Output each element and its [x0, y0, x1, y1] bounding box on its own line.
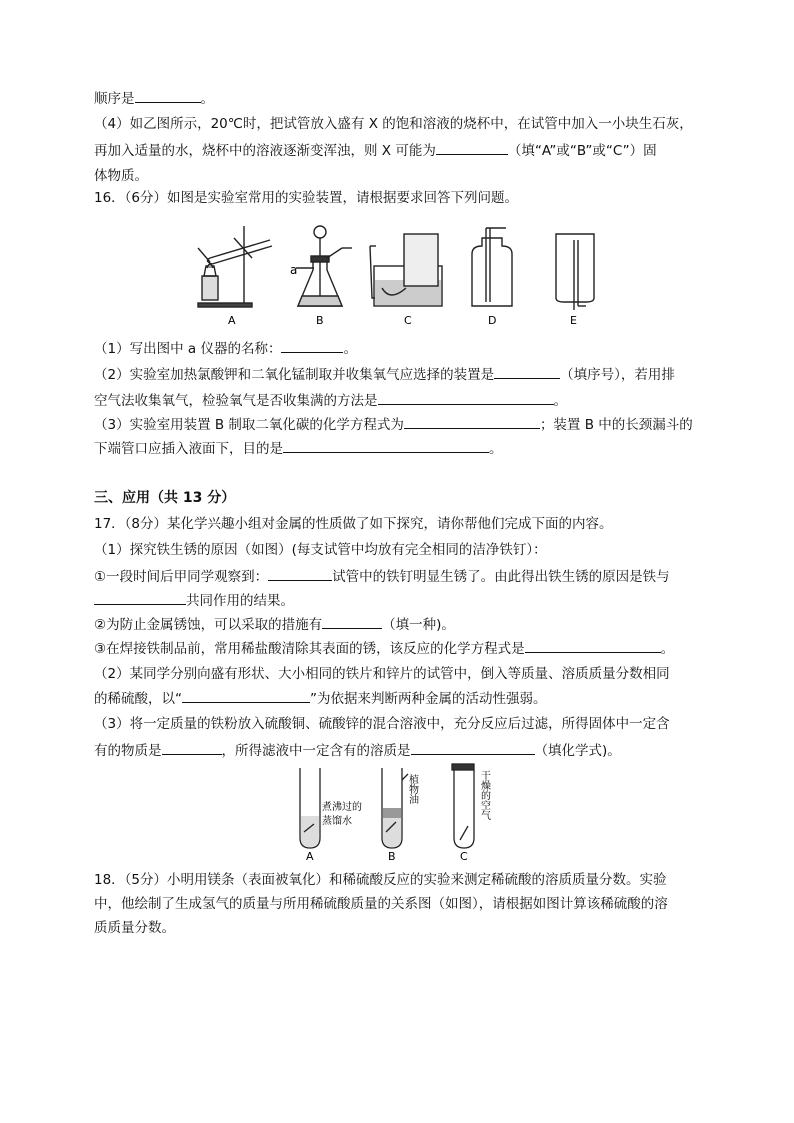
answer-blank[interactable]: [268, 566, 332, 581]
q16-part3-line2: [94, 438, 503, 459]
q16-part1: [94, 338, 357, 359]
q17-text: 。: [660, 641, 675, 657]
apparatus-a: [198, 226, 272, 307]
q16-text: 。: [343, 341, 357, 357]
fig-label-B: B: [316, 314, 324, 327]
q16-text: 下端管口应插入液面下，目的是: [94, 441, 283, 457]
q15-text: 。: [200, 91, 214, 107]
q17-part2-line2: [94, 688, 547, 709]
q17-text: ，所得滤液中一定含有的溶质是: [221, 743, 411, 759]
test-tube-a: [300, 768, 320, 848]
q16-text: （2）实验室加热氯酸钾和二氧化锰制取并收集氧气应选择的装置是: [94, 367, 495, 383]
q17-text: ③在焊接铁制品前，常用稀盐酸清除其表面的锈，该反应的化学方程式是: [94, 641, 525, 657]
q16-title: 16．（6分）如图是实验室常用的实验装置，请根据要求回答下列问题。: [94, 190, 519, 206]
q17-text: 共同作用的结果。: [186, 593, 294, 609]
q16-text: 空气法收集氧气，检验氧气是否收集满的方法是: [94, 393, 378, 409]
answer-blank[interactable]: [525, 638, 661, 653]
fig-label-B: B: [388, 850, 396, 863]
answer-blank[interactable]: [135, 88, 201, 103]
answer-blank[interactable]: [378, 390, 554, 405]
q17-text: （填化学式)。: [534, 743, 621, 759]
answer-blank[interactable]: [162, 740, 222, 755]
q17-text: ①一段时间后甲同学观察到：: [94, 569, 269, 585]
q18-line1: 18．（5分）小明用镁条（表面被氧化）和稀硫酸反应的实验来测定稀硫酸的溶质质量分数。实验: [94, 872, 667, 888]
fig-label-A: A: [228, 314, 236, 327]
q17-part2-line1: （2）某同学分别向盛有形状、大小相同的铁片和锌片的试管中，倒入等质量、溶质质量分数相同: [94, 666, 670, 682]
q16-text: （填序号），若用排: [560, 367, 675, 383]
q15-line0: [94, 88, 214, 109]
apparatus-d: [472, 228, 512, 306]
q15-line1: （4）如乙图所示，20℃时，把试管放入盛有 X 的饱和溶液的烧杯中，在试管中加入一小块生石灰，: [94, 116, 693, 132]
apparatus-b: [296, 226, 352, 306]
q17-sub1-line2: [94, 590, 294, 611]
q15-text: （填“A”或“B”或“C”）固: [507, 143, 657, 159]
answer-blank[interactable]: [436, 140, 508, 155]
q15-text: 再加入适量的水，烧杯中的溶液逐渐变浑浊，则 X 可能为: [94, 143, 436, 159]
q15-line2: [94, 140, 657, 161]
q17-test-tubes-figure: [290, 760, 500, 864]
test-tube-b: [382, 768, 408, 848]
answer-blank[interactable]: [283, 438, 489, 453]
fig-label-C: C: [404, 314, 412, 327]
q17-title: 17．（8分）某化学兴趣小组对金属的性质做了如下探究，请你帮他们完成下面的内容。: [94, 516, 613, 532]
answer-blank[interactable]: [281, 338, 343, 353]
answer-blank[interactable]: [322, 614, 382, 629]
fig-label-E: E: [570, 314, 577, 327]
fig-b-label: 植物油: [406, 774, 418, 804]
q18-line2: 中，他绘制了生成氢气的质量与所用稀硫酸质量的关系图（如图），请根据如图计算该稀硫酸的溶: [94, 896, 668, 912]
fig-a-label-line1: 煮沸过的: [322, 802, 362, 813]
fig-c-label: 干燥的空气: [478, 770, 490, 820]
q17-part3-line1: （3）将一定质量的铁粉放入硫酸铜、硫酸锌的混合溶液中，充分反应后过滤，所得固体中一定含: [94, 716, 670, 732]
answer-blank[interactable]: [94, 590, 186, 605]
q16-text: （3）实验室用装置 B 制取二氧化碳的化学方程式为: [94, 417, 404, 433]
q17-text: ②为防止金属锈蚀，可以采取的措施有: [94, 617, 323, 633]
answer-blank[interactable]: [494, 364, 560, 379]
fig-label-a-instrument: a: [290, 263, 298, 277]
answer-blank[interactable]: [182, 688, 310, 703]
q18-line3: 质质量分数。: [94, 920, 175, 936]
fig-label-D: D: [488, 314, 497, 327]
q17-part1: （1）探究铁生锈的原因（如图）(每支试管中均放有完全相同的洁净铁钉）：: [94, 542, 547, 558]
q15-text: 顺序是: [94, 91, 135, 107]
answer-blank[interactable]: [411, 740, 535, 755]
fig-a-label-line2: 蒸馏水: [322, 816, 352, 827]
q15-line3: 体物质。: [94, 168, 148, 184]
apparatus-e: [556, 234, 594, 310]
q17-text: 的稀硫酸，以“: [94, 691, 182, 707]
fig-label-C: C: [460, 850, 468, 863]
q16-text: （1）写出图中 a 仪器的名称：: [94, 341, 282, 357]
q16-apparatus-figure: [190, 218, 610, 330]
q16-text: ；装置 B 中的长颈漏斗的: [539, 417, 693, 433]
q16-part2-line1: [94, 364, 675, 385]
q17-text: 试管中的铁钉明显生锈了。由此得出铁生锈的原因是铁与: [332, 569, 670, 585]
q17-sub3: [94, 638, 674, 659]
q16-text: 。: [489, 441, 503, 457]
q16-text: 。: [553, 393, 567, 409]
q17-text: 有的物质是: [94, 743, 162, 759]
answer-blank[interactable]: [404, 414, 540, 429]
apparatus-c: [370, 234, 442, 306]
q17-sub1-line1: [94, 566, 670, 587]
test-tube-c: [452, 764, 474, 848]
q17-sub2: [94, 614, 455, 635]
q17-text: （填一种)。: [382, 617, 455, 633]
q17-text: ”为依据来判断两种金属的活动性强弱。: [310, 691, 547, 707]
q16-part2-line2: [94, 390, 567, 411]
q16-part3-line1: [94, 414, 693, 435]
q17-part3-line2: [94, 740, 621, 761]
section-heading: 三、应用（共 13 分）: [94, 490, 236, 506]
fig-label-A: A: [306, 850, 314, 863]
